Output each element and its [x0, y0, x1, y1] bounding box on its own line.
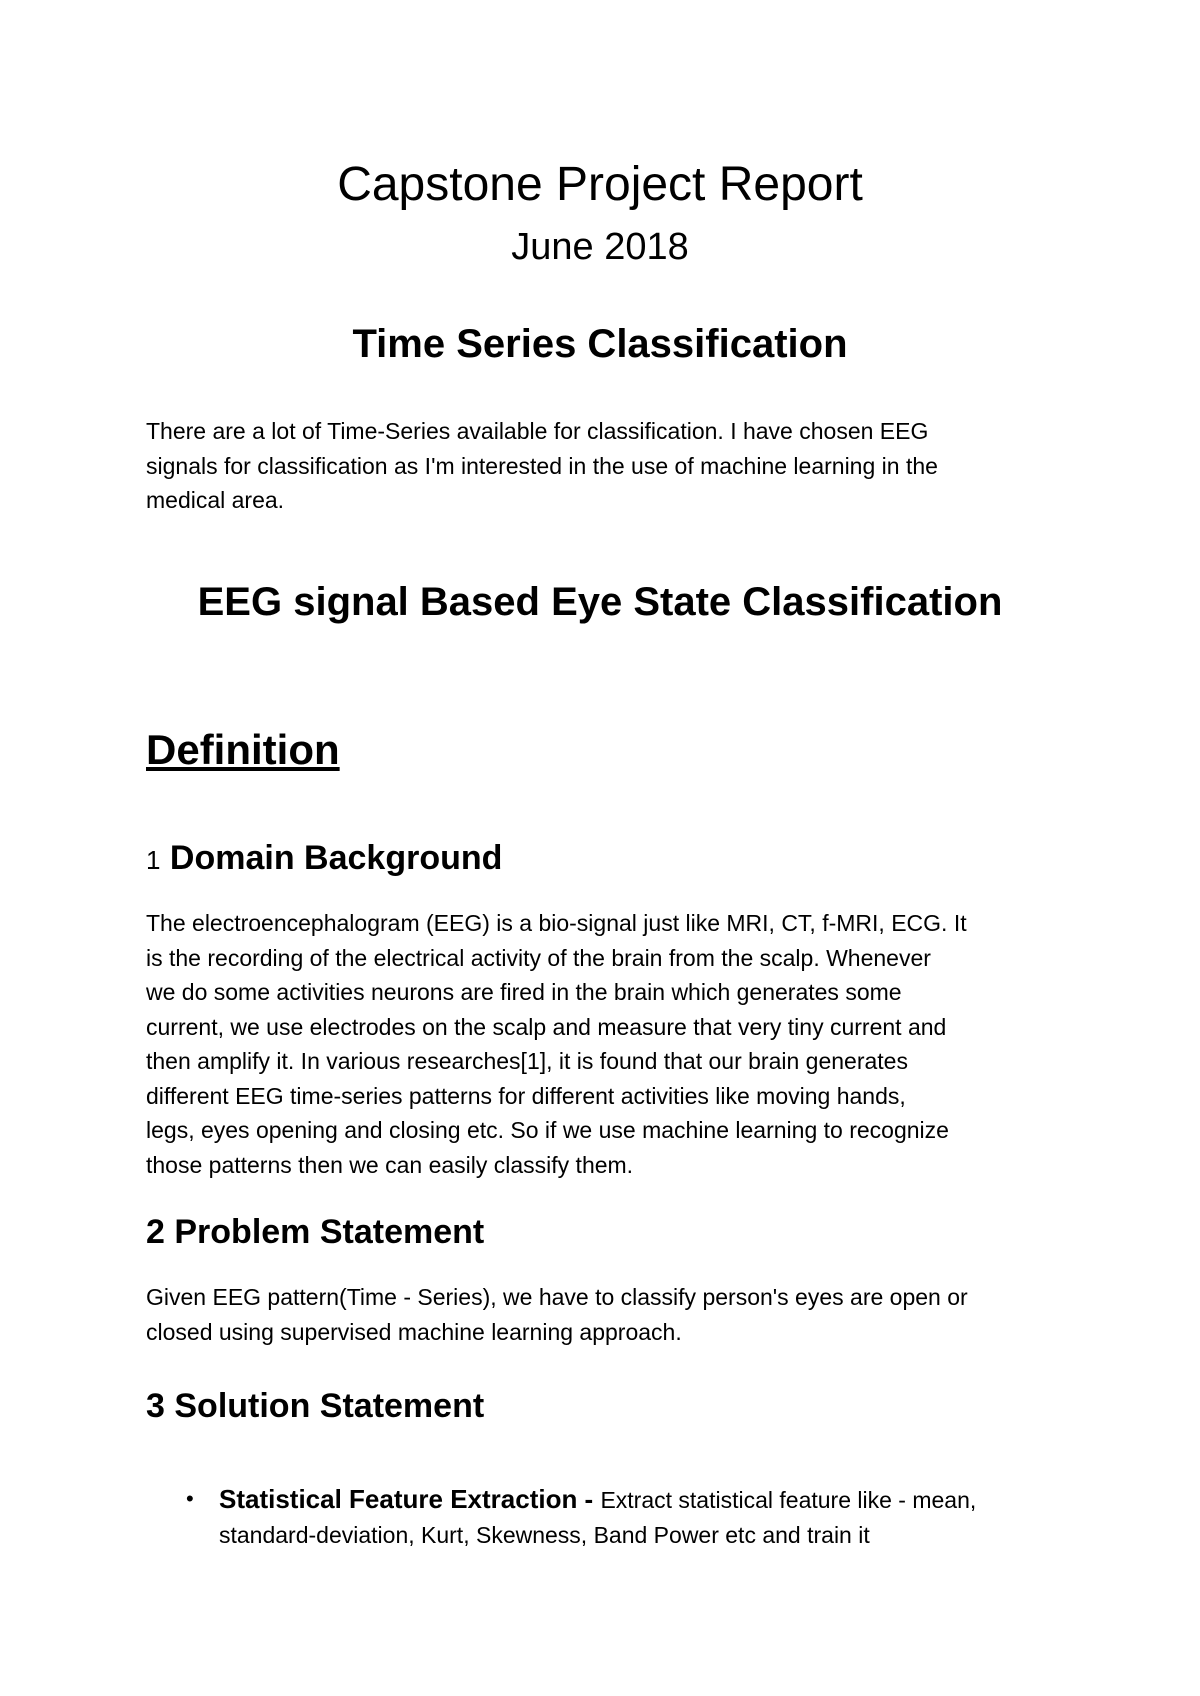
bullet-icon: • [186, 1486, 194, 1511]
problem-line: Given EEG pattern(Time - Series), we have to classify person's eyes are open or [146, 1284, 968, 1310]
heading-solution-statement [146, 1384, 484, 1428]
intro-paragraph [146, 414, 1086, 518]
intro-line: medical area. [146, 487, 285, 513]
heading-problem-statement [146, 1210, 484, 1254]
heading-domain-background [146, 836, 502, 882]
domain-line: we do some activities neurons are fired in the brain which generates some [146, 979, 902, 1005]
problem-paragraph [146, 1280, 1086, 1349]
section-title: Domain Background [169, 839, 503, 877]
domain-line: current, we use electrodes on the scalp and measure that very tiny current and [146, 1013, 947, 1040]
domain-line: The electroencephalogram (EEG) is a bio-signal just like MRI, CT, f-MRI, ECG. It [146, 910, 967, 936]
domain-line: is the recording of the electrical activity of the brain from the scalp. Whenever [146, 944, 931, 971]
domain-line: legs, eyes opening and closing etc. So if we use machine learning to recognize [146, 1117, 949, 1143]
report-title: Capstone Project Report [337, 158, 863, 211]
domain-paragraph [146, 906, 1086, 1182]
bullet-second-line: standard-deviation, Kurt, Skewness, Band Power etc and train it [219, 1521, 870, 1548]
section-title: Problem Statement [174, 1213, 485, 1251]
bullet-line [219, 1482, 1119, 1518]
intro-line: signals for classification as I'm interested in the use of machine learning in the [146, 452, 938, 479]
domain-line: different EEG time-series patterns for different activities like moving hands, [146, 1082, 906, 1109]
intro-line: There are a lot of Time-Series available for classification. I have chosen EEG [146, 418, 929, 444]
section-title: Solution Statement [174, 1387, 485, 1425]
domain-line: those patterns then we can easily classify them. [146, 1151, 634, 1178]
heading-time-series-classification: Time Series Classification [352, 322, 848, 366]
heading-eeg-classification: EEG signal Based Eye State Classification [197, 580, 1003, 624]
bullet-first-line: Extract statistical feature like - mean, [600, 1487, 977, 1513]
section-number: 1 [146, 845, 161, 875]
domain-line: then amplify it. In various researches[1], it is found that our brain generates [146, 1048, 908, 1074]
problem-line: closed using supervised machine learning approach. [146, 1318, 682, 1345]
report-date: June 2018 [511, 226, 689, 268]
bullet-lead: Statistical Feature Extraction - [219, 1484, 601, 1514]
section-number: 2 [146, 1213, 165, 1251]
section-number: 3 [146, 1387, 165, 1425]
heading-definition: Definition [146, 726, 340, 773]
bullet-text [219, 1482, 1119, 1552]
